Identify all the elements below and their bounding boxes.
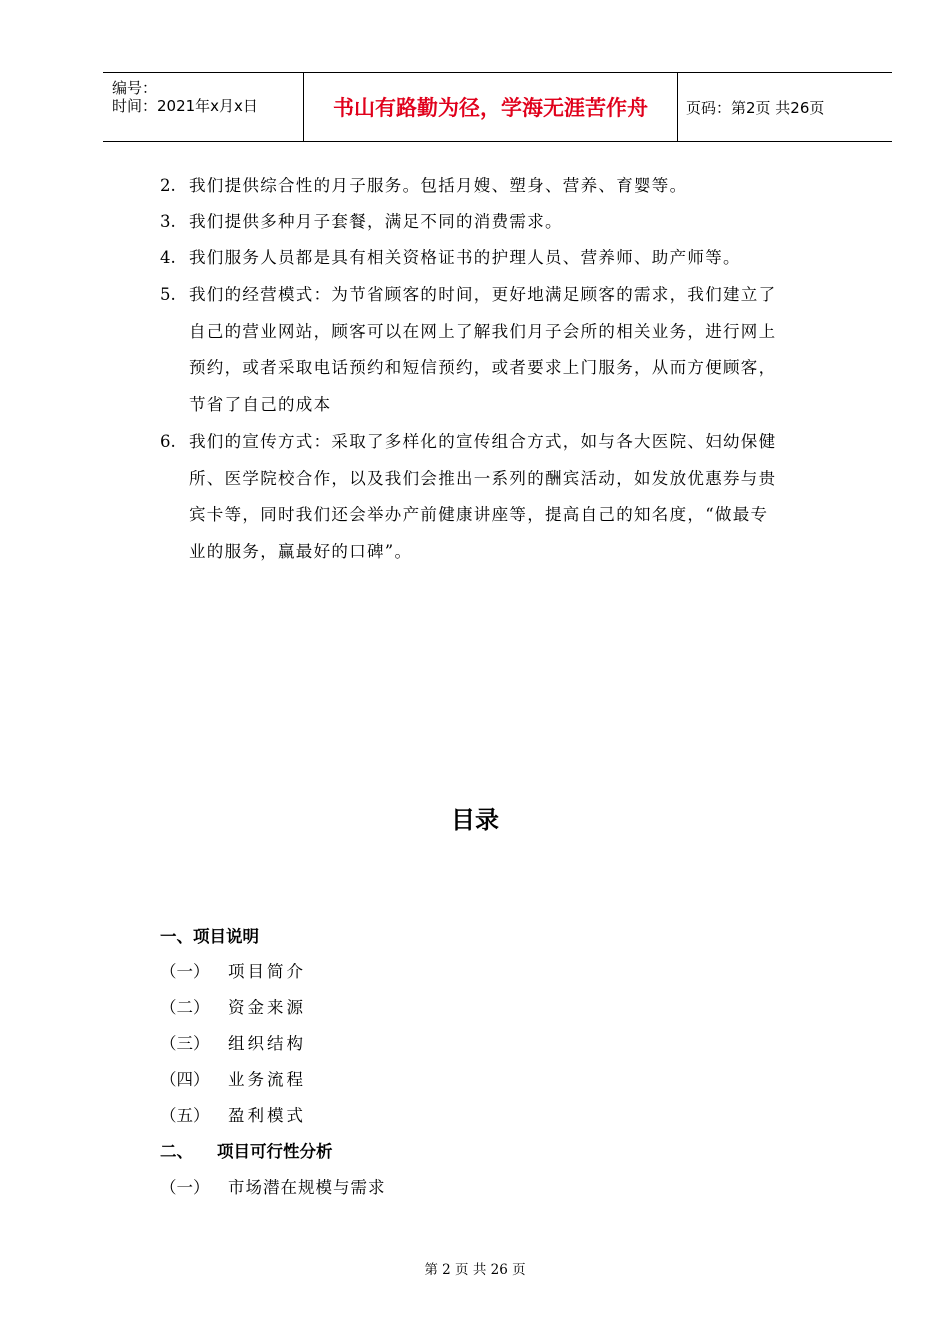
list-item-line: 自己的营业网站，顾客可以在网上了解我们月子会所的相关业务，进行网上 bbox=[189, 321, 777, 341]
toc-entry-label: （五） bbox=[160, 1106, 210, 1125]
toc-entry-text: 市场潜在规模与需求 bbox=[228, 1178, 386, 1197]
toc-entry[interactable] bbox=[160, 1066, 306, 1090]
header-page-label: 页码：第2页 共26页 bbox=[686, 98, 825, 117]
list-item-number: 6. bbox=[160, 432, 176, 451]
list-item-number: 3. bbox=[160, 212, 176, 231]
page-header bbox=[103, 72, 892, 142]
page-footer: 第 2 页 共 26 页 bbox=[424, 1262, 526, 1278]
list-item bbox=[160, 204, 840, 241]
list-item-number: 5. bbox=[160, 285, 176, 304]
list-item-line: 我们的宣传方式：采取了多样化的宣传组合方式，如与各大医院、妇幼保健 bbox=[189, 432, 777, 451]
list-item bbox=[160, 168, 840, 205]
toc-entry-text: 组织结构 bbox=[228, 1034, 306, 1053]
toc-title: 目录 bbox=[451, 806, 499, 834]
toc-entry[interactable] bbox=[160, 1138, 333, 1162]
list-item-line: 我们服务人员都是具有相关资格证书的护理人员、营养师、助产师等。 bbox=[189, 248, 741, 267]
toc-entry-label: （二） bbox=[160, 998, 210, 1017]
list-item-line: 我们提供综合性的月子服务。包括月嫂、塑身、营养、育婴等。 bbox=[189, 176, 688, 195]
list-item-number: 4. bbox=[160, 248, 176, 267]
toc-entry-label: （一） bbox=[160, 1178, 210, 1197]
document-number: 编号： bbox=[112, 79, 158, 97]
list-item-line: 宾卡等，同时我们还会举办产前健康讲座等，提高自己的知名度，“做最专 bbox=[189, 505, 769, 524]
list-item-line: 我们提供多种月子套餐，满足不同的消费需求。 bbox=[189, 212, 563, 231]
toc-entry-text: 项目可行性分析 bbox=[217, 1142, 333, 1161]
toc-entry-label: （一） bbox=[160, 962, 210, 981]
toc-entry-label: （三） bbox=[160, 1034, 210, 1053]
toc-entry-label: （四） bbox=[160, 1070, 210, 1089]
toc-entry-text: 项目简介 bbox=[228, 962, 306, 981]
toc-entry[interactable] bbox=[160, 923, 259, 947]
toc-entry[interactable] bbox=[160, 994, 306, 1018]
list-item-line: 预约，或者采取电话预约和短信预约，或者要求上门服务，从而方便顾客， bbox=[189, 358, 777, 377]
header-page-info bbox=[678, 73, 892, 141]
toc-entry-label: 一、项目说明 bbox=[160, 927, 259, 946]
toc-entry-label: 二、 bbox=[160, 1142, 193, 1161]
toc-entry-text: 业务流程 bbox=[228, 1070, 306, 1089]
toc-entry[interactable] bbox=[160, 958, 306, 982]
list-item-number: 2. bbox=[160, 176, 176, 195]
list-item-line: 节省了自己的成本 bbox=[189, 394, 332, 414]
header-motto: 书山有路勤为径，学海无涯苦作舟 bbox=[304, 73, 678, 141]
toc-entry[interactable] bbox=[160, 1030, 306, 1054]
list-item bbox=[160, 424, 840, 570]
list-item-line: 业的服务，赢最好的口碑”。 bbox=[189, 541, 413, 561]
document-date: 时间：2021年x月x日 bbox=[112, 97, 258, 115]
list-item bbox=[160, 277, 840, 423]
toc-entry-text: 资金来源 bbox=[228, 998, 306, 1017]
toc-entry[interactable] bbox=[160, 1102, 306, 1126]
list-item bbox=[160, 240, 840, 277]
list-item-line: 所、医学院校合作，以及我们会推出一系列的酬宾活动，如发放优惠券与贵 bbox=[189, 468, 777, 488]
header-meta bbox=[103, 73, 304, 141]
toc-entry-text: 盈利模式 bbox=[228, 1106, 306, 1125]
toc-entry[interactable] bbox=[160, 1174, 386, 1198]
list-item-line: 我们的经营模式：为节省顾客的时间，更好地满足顾客的需求，我们建立了 bbox=[189, 285, 777, 304]
